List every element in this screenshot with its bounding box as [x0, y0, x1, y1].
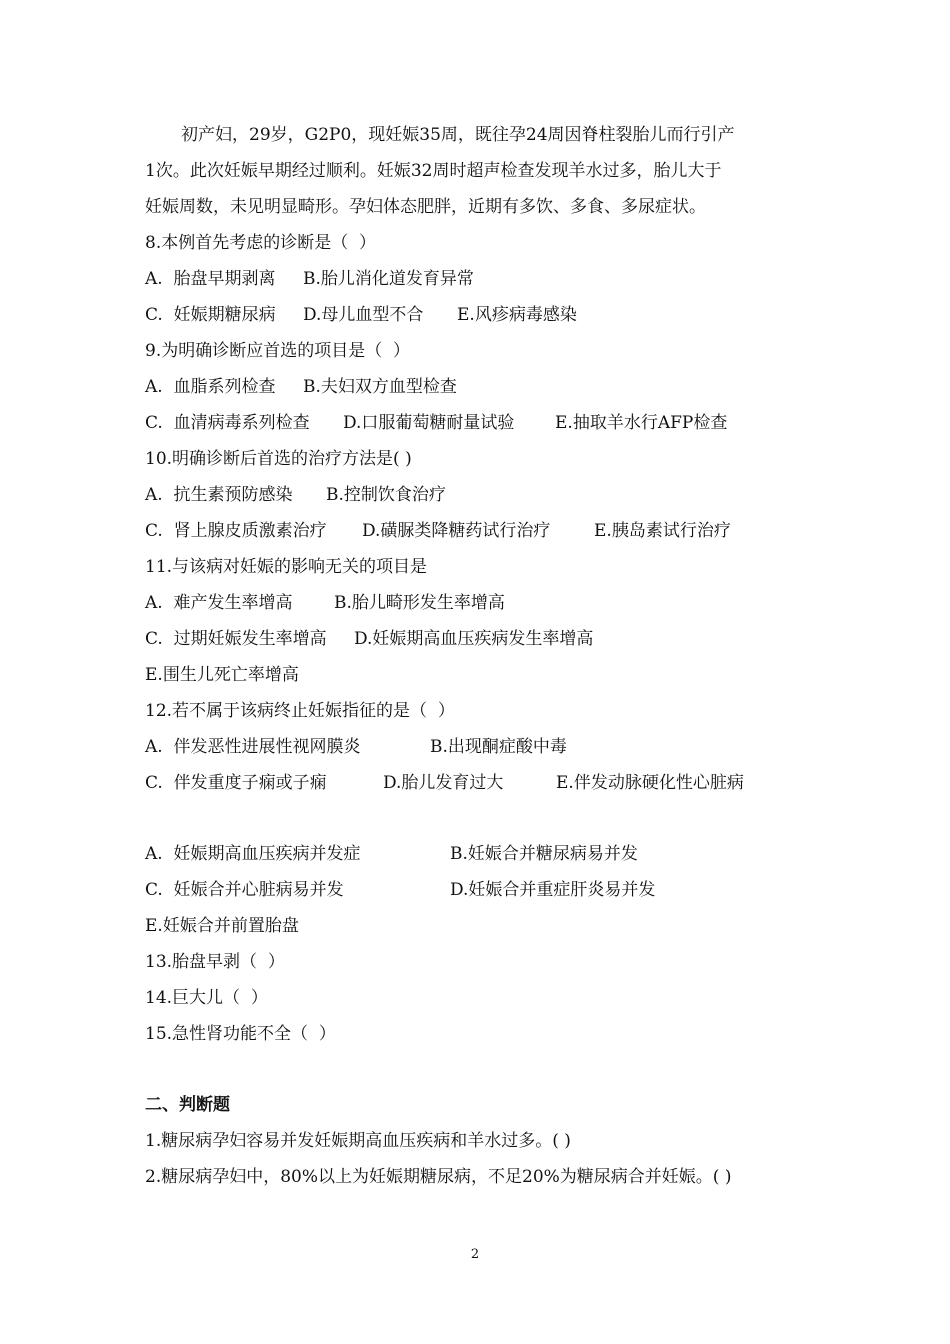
question-11-option-c: C. 过期妊娠发生率增高 — [145, 629, 327, 649]
question-11-option-b: B.胎儿畸形发生率增高 — [334, 593, 505, 613]
shared-option-b: B.妊娠合并糖尿病易并发 — [450, 844, 638, 864]
question-12-option-b: B.出现酮症酸中毒 — [430, 737, 567, 757]
case-line-2: 1次。此次妊娠早期经过顺利。妊娠32周时超声检查发现羊水过多，胎儿大于 — [145, 161, 722, 181]
question-9-stem: 9.为明确诊断应首选的项目是（ ） — [145, 341, 411, 361]
question-9-option-e: E.抽取羊水行AFP检查 — [555, 413, 728, 433]
question-12-option-a: A. 伴发恶性进展性视网膜炎 — [145, 737, 361, 757]
shared-option-d: D.妊娠合并重症肝炎易并发 — [450, 880, 656, 900]
shared-option-e: E.妊娠合并前置胎盘 — [145, 916, 299, 936]
question-12-option-d: D.胎儿发育过大 — [383, 773, 504, 793]
case-line-3: 妊娠周数，未见明显畸形。孕妇体态肥胖，近期有多饮、多食、多尿症状。 — [145, 197, 706, 217]
question-11-option-a: A. 难产发生率增高 — [145, 593, 293, 613]
shared-option-a: A. 妊娠期高血压疾病并发症 — [145, 844, 361, 864]
question-11-option-e: E.围生儿死亡率增高 — [145, 665, 299, 685]
question-13: 13.胎盘早剥（ ） — [145, 952, 285, 972]
question-14: 14.巨大儿（ ） — [145, 988, 268, 1008]
question-10-stem: 10.明确诊断后首选的治疗方法是( ) — [145, 449, 412, 469]
section-heading-true-false: 二、判断题 — [145, 1095, 230, 1115]
question-12-option-e: E.伴发动脉硬化性心脏病 — [556, 773, 744, 793]
page-number: 2 — [470, 1247, 480, 1262]
true-false-item-2: 2.糖尿病孕妇中，80%以上为妊娠期糖尿病，不足20%为糖尿病合并妊娠。( ) — [145, 1167, 732, 1187]
question-10-option-d: D.磺脲类降糖药试行治疗 — [362, 521, 551, 541]
shared-option-c: C. 妊娠合并心脏病易并发 — [145, 880, 344, 900]
question-11-option-d: D.妊娠期高血压疾病发生率增高 — [354, 629, 594, 649]
question-10-option-e: E.胰岛素试行治疗 — [594, 521, 731, 541]
question-8-option-d: D.母儿血型不合 — [303, 305, 424, 325]
question-11-stem: 11.与该病对妊娠的影响无关的项目是 — [145, 557, 428, 577]
question-15: 15.急性肾功能不全（ ） — [145, 1024, 336, 1044]
question-12-stem: 12.若不属于该病终止妊娠指征的是（ ） — [145, 701, 455, 721]
question-8-option-c: C. 妊娠期糖尿病 — [145, 305, 276, 325]
question-12-option-c: C. 伴发重度子痫或子痫 — [145, 773, 327, 793]
question-8-option-e: E.风疹病毒感染 — [457, 305, 577, 325]
question-9-option-c: C. 血清病毒系列检查 — [145, 413, 310, 433]
question-10-option-a: A. 抗生素预防感染 — [145, 485, 293, 505]
question-10-option-b: B.控制饮食治疗 — [326, 485, 446, 505]
question-9-option-d: D.口服葡萄糖耐量试验 — [343, 413, 515, 433]
question-10-option-c: C. 肾上腺皮质激素治疗 — [145, 521, 327, 541]
question-9-option-b: B.夫妇双方血型检查 — [303, 377, 457, 397]
true-false-item-1: 1.糖尿病孕妇容易并发妊娠期高血压疾病和羊水过多。( ) — [145, 1131, 571, 1151]
question-9-option-a: A. 血脂系列检查 — [145, 377, 276, 397]
case-line-1: 初产妇，29岁，G2P0，现妊娠35周，既往孕24周因脊柱裂胎儿而行引产 — [181, 125, 735, 145]
question-8-stem: 8.本例首先考虑的诊断是（ ） — [145, 233, 377, 253]
question-8-option-b: B.胎儿消化道发育异常 — [303, 269, 474, 289]
question-8-option-a: A. 胎盘早期剥离 — [145, 269, 276, 289]
